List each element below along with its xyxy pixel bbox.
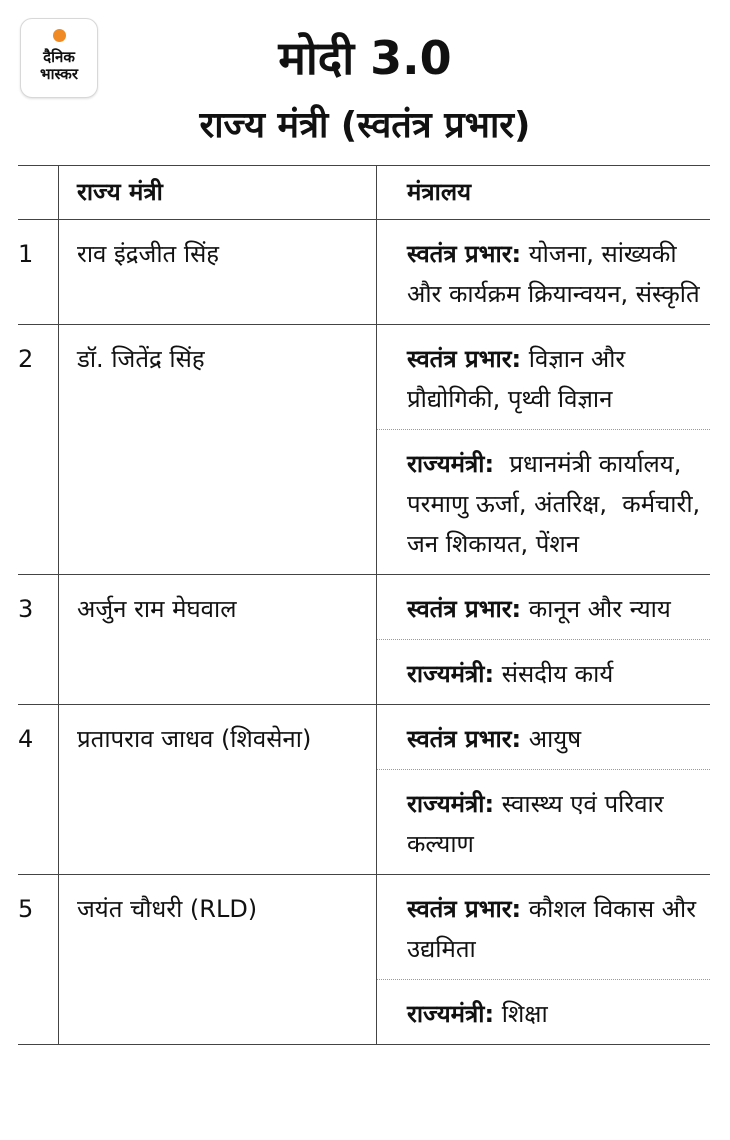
page-title: मोदी 3.0 [278,31,452,85]
minister-name: प्रतापराव जाधव (शिवसेना) [58,705,376,874]
ministry-portfolio-text: कानून और न्याय [521,595,671,623]
row-number: 5 [18,895,34,923]
ministry-entry [377,639,710,704]
ministry-role-label: स्वतंत्र प्रभार: [407,895,522,923]
ministry-portfolio-text: शिक्षा [494,1000,548,1028]
page-subtitle: राज्य मंत्री (स्वतंत्र प्रभार) [199,105,531,146]
table-body [18,220,710,1045]
ministry-role-label: स्वतंत्र प्रभार: [407,345,522,373]
row-number: 2 [18,345,34,373]
ministry-cell-group [376,875,710,1044]
ministry-cell-group [376,705,710,874]
ministry-portfolio-text: आयुष [521,725,582,753]
header-ministry-col [376,166,710,219]
ministry-role-label: राज्यमंत्री: [407,450,495,478]
row-number: 4 [18,725,34,753]
ministry-cell-group [376,575,710,704]
ministry-entry [377,979,710,1044]
ministry-entry [377,429,710,574]
table-header [18,165,710,220]
ministry-role-label: राज्यमंत्री: [407,660,495,688]
ministry-cell-group [376,325,710,574]
ministry-entry [377,705,710,769]
ministry-entry [377,325,710,429]
table-row [18,325,710,575]
ministry-portfolio-text: विज्ञान और प्रौद्योगिकी, पृथ्वी विज्ञान [407,345,633,413]
header-ministry: मंत्रालय [407,178,472,206]
ministry-role-label: स्वतंत्र प्रभार: [407,595,522,623]
row-number: 3 [18,595,34,623]
ministry-role-label: राज्यमंत्री: [407,790,495,818]
ministry-portfolio-text: स्वास्थ्य एवं परिवार कल्याण [407,790,672,858]
ministry-entry [377,575,710,639]
ministry-role-label: स्वतंत्र प्रभार: [407,240,522,268]
table-row [18,705,710,875]
minister-name: जयंत चौधरी (RLD) [58,875,376,1044]
logo-text: दैनिक भास्कर [40,48,78,83]
table-row [18,875,710,1045]
ministry-role-label: राज्यमंत्री: [407,1000,495,1028]
ministry-entry [377,769,710,874]
ministry-portfolio-text: कौशल विकास और उद्यमिता [407,895,704,963]
ministry-entry [377,220,710,324]
minister-name: अर्जुन राम मेघवाल [58,575,376,704]
ministry-portfolio-text: योजना, सांख्यकी और कार्यक्रम क्रियान्वयन, संस्कृति [407,240,700,308]
table-row [18,220,710,325]
row-number: 1 [18,240,34,268]
header-serial [18,166,58,219]
ministers-table [18,165,710,1045]
ministry-portfolio-text: संसदीय कार्य [494,660,614,688]
ministry-entry [377,875,710,979]
ministry-cell-group [376,220,710,324]
minister-name: डॉ. जितेंद्र सिंह [58,325,376,574]
minister-name: राव इंद्रजीत सिंह [58,220,376,324]
table-row [18,575,710,705]
ministry-role-label: स्वतंत्र प्रभार: [407,725,522,753]
ministry-portfolio-text: प्रधानमंत्री कार्यालय, परमाणु ऊर्जा, अंतरिक्ष, कर्मचारी, जन शिकायत, पेंशन [407,450,708,558]
header-minister: राज्य मंत्री [58,166,376,219]
